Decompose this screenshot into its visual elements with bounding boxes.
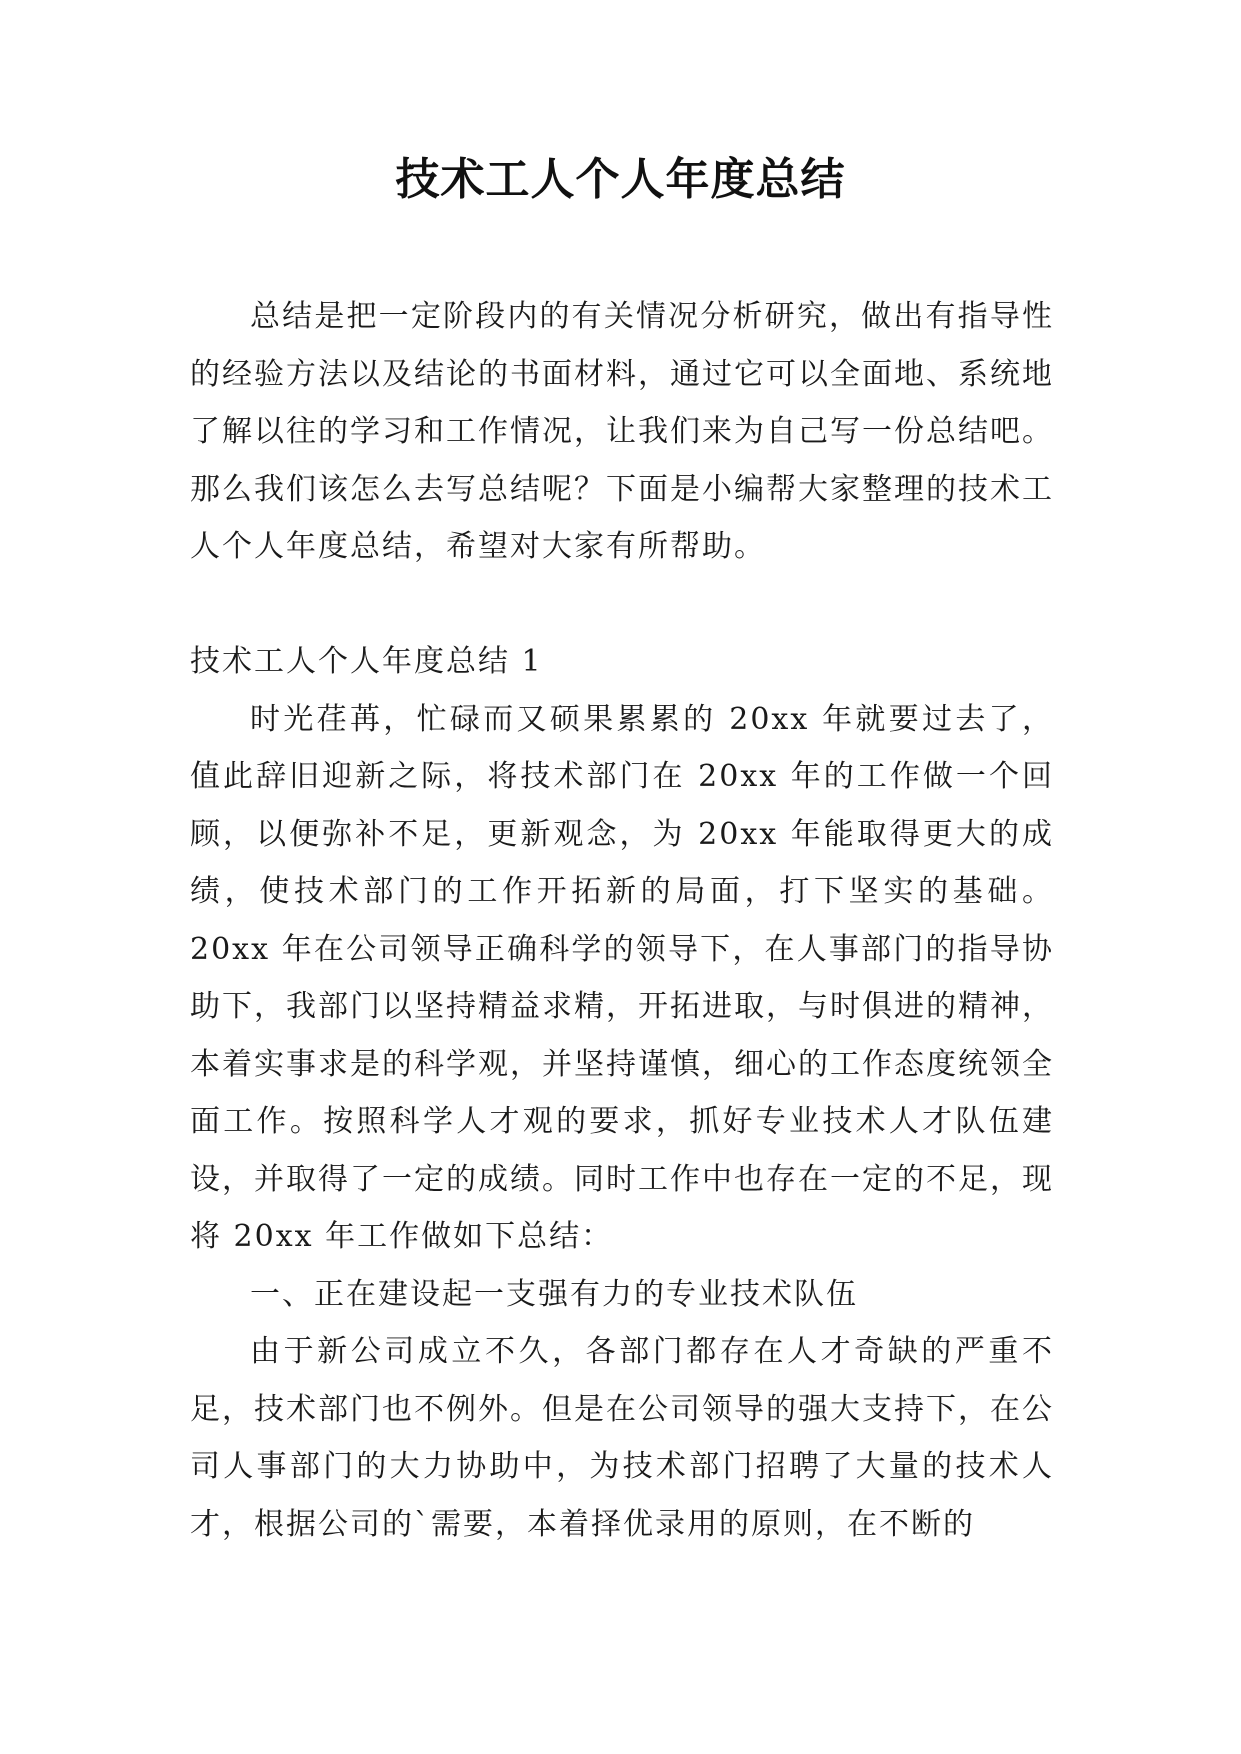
document-body xyxy=(190,288,1054,1553)
intro-paragraph: 总结是把一定阶段内的有关情况分析研究，做出有指导性的经验方法以及结论的书面材料，通过它可以全面地、系统地了解以往的学习和工作情况，让我们来为自己写一份总结吧。那么我们该怎么去写总结呢？下面是小编帮大家整理的技术工人个人年度总结，希望对大家有所帮助。 xyxy=(190,299,1054,564)
body-paragraph-2: 由于新公司成立不久，各部门都存在人才奇缺的严重不足，技术部门也不例外。但是在公司领导的强大支持下，在公司人事部门的大力协助中，为技术部门招聘了大量的技术人才，根据公司的`需要，本着择优录用的原则，在不断的 xyxy=(190,1334,1054,1542)
subheading-1: 一、正在建设起一支强有力的专业技术队伍 xyxy=(250,1276,858,1312)
section-heading: 技术工人个人年度总结 1 xyxy=(190,644,543,679)
page-title: 技术工人个人年度总结 xyxy=(395,154,846,205)
body-paragraph-1: 时光荏苒，忙碌而又硕果累累的 20xx 年就要过去了，值此辞旧迎新之际，将技术部门在 20xx 年的工作做一个回顾，以便弥补不足，更新观念，为 20xx 年能取得更大的成绩，使技术部门的工作开拓新的局面，打下坚实的基础。20xx 年在公司领导正确科学的领导下，在人事部门的指导协助下，我部门以坚持精益求精，开拓进取，与时俱进的精神，本着实事求是的科学观，并坚持谨慎，细心的工作态度统领全面工作。按照科学人才观的要求，抓好专业技术人才队伍建设，并取得了一定的成绩。同时工作中也存在一定的不足，现将 20xx 年工作做如下总结： xyxy=(190,701,1054,1254)
paragraph-spacer xyxy=(190,576,1054,634)
